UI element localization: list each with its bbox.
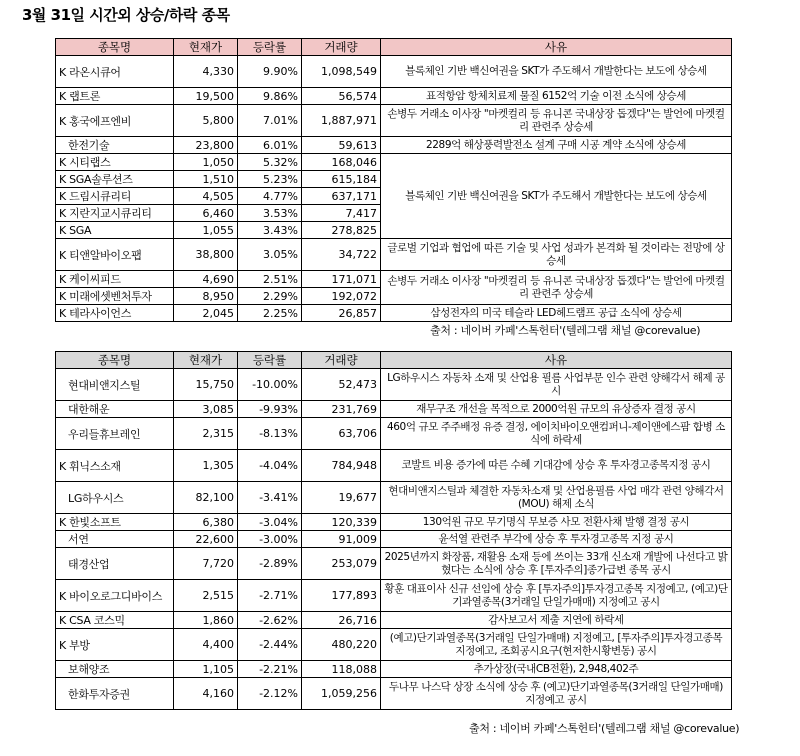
stock-volume: 118,088 <box>302 661 381 678</box>
table-row <box>56 514 732 531</box>
stock-reason: 손병두 거래소 이사장 "마켓컬리 등 유니콘 국내상장 돕겠다"는 발언에 마켓컬리 관련주 상승세 <box>381 271 732 305</box>
stock-volume: 34,722 <box>302 239 381 271</box>
stock-volume: 26,716 <box>302 612 381 629</box>
stock-volume: 177,893 <box>302 580 381 612</box>
stock-reason: 460억 규모 주주배정 유증 결정, 에이치바이오앤컴퍼니-제이앤에스팜 합병 소식에 하락세 <box>381 418 732 450</box>
table-row <box>56 369 732 401</box>
stock-volume: 278,825 <box>302 222 381 239</box>
stock-change: 6.01% <box>238 137 302 154</box>
stock-volume: 63,706 <box>302 418 381 450</box>
stock-change: 4.77% <box>238 188 302 205</box>
stock-reason: 손병두 거래소 이사장 "마켓컬리 등 유니콘 국내상장 돕겠다"는 발언에 마켓컬리 관련주 상승세 <box>381 105 732 137</box>
stock-name: K 시티랩스 <box>56 154 174 171</box>
stock-change: 2.25% <box>238 305 302 322</box>
page-title: 3월 31일 시간외 상승/하락 종목 <box>22 6 230 24</box>
stock-price: 19,500 <box>174 88 238 105</box>
rising-stocks-table <box>55 38 732 322</box>
table-row <box>56 580 732 612</box>
stock-volume: 120,339 <box>302 514 381 531</box>
stock-volume: 168,046 <box>302 154 381 171</box>
stock-change: -2.44% <box>238 629 302 661</box>
stock-volume: 26,857 <box>302 305 381 322</box>
stock-name: 태경산업 <box>56 548 174 580</box>
stock-change: -3.41% <box>238 482 302 514</box>
col-header-reason: 사유 <box>381 352 732 369</box>
stock-name: K 바이오로그디바이스 <box>56 580 174 612</box>
stock-reason: 글로벌 기업과 협업에 따른 기술 및 사업 성과가 본격화 될 것이라는 전망에 상승세 <box>381 239 732 271</box>
stock-reason: (예고)단기과열종목(3거래일 단일가매매) 지정예고, [투자주의]투자경고종목 지정예고, 조회공시요구(현저한시황변동) 공시 <box>381 629 732 661</box>
stock-change: -10.00% <box>238 369 302 401</box>
table-row <box>56 137 732 154</box>
stock-price: 4,505 <box>174 188 238 205</box>
stock-reason: 감사보고서 제출 지연에 하락세 <box>381 612 732 629</box>
stock-price: 2,515 <box>174 580 238 612</box>
stock-reason: 추가상장(국내CB전환), 2,948,402주 <box>381 661 732 678</box>
stock-change: 3.43% <box>238 222 302 239</box>
table-row <box>56 661 732 678</box>
stock-change: -3.00% <box>238 531 302 548</box>
stock-name: K 라온시큐어 <box>56 56 174 88</box>
stock-reason: LG하우시스 자동차 소재 및 산업용 필름 사업부문 인수 관련 양해각서 해제 공시 <box>381 369 732 401</box>
stock-price: 1,860 <box>174 612 238 629</box>
table-row <box>56 105 732 137</box>
table-row <box>56 88 732 105</box>
stock-reason: 삼성전자의 미국 테슬라 LED헤드램프 공급 소식에 상승세 <box>381 305 732 322</box>
stock-name: K 한빛소프트 <box>56 514 174 531</box>
table-row <box>56 450 732 482</box>
stock-name: K CSA 코스믹 <box>56 612 174 629</box>
col-header-price: 현재가 <box>174 39 238 56</box>
col-header-name: 종목명 <box>56 39 174 56</box>
stock-name: 서연 <box>56 531 174 548</box>
stock-name: K 드림시큐리티 <box>56 188 174 205</box>
stock-name: K SGA솔루션즈 <box>56 171 174 188</box>
stock-name: K 휘닉스소재 <box>56 450 174 482</box>
col-header-reason: 사유 <box>381 39 732 56</box>
stock-change: 2.51% <box>238 271 302 288</box>
stock-volume: 91,009 <box>302 531 381 548</box>
stock-price: 4,160 <box>174 678 238 710</box>
stock-name: 한전기술 <box>56 137 174 154</box>
stock-reason: 코발트 비용 증가에 따른 수혜 기대감에 상승 후 투자경고종목지정 공시 <box>381 450 732 482</box>
stock-reason: 블록체인 기반 백신여권을 SKT가 주도해서 개발한다는 보도에 상승세 <box>381 154 732 239</box>
stock-price: 23,800 <box>174 137 238 154</box>
stock-price: 15,750 <box>174 369 238 401</box>
stock-volume: 56,574 <box>302 88 381 105</box>
stock-reason: 2025년까지 화장품, 재활용 소재 등에 쓰이는 33개 신소재 개발에 나선다고 밝혔다는 소식에 상승 후 [투자주의]종가급변 종목 공시 <box>381 548 732 580</box>
col-header-change: 등락률 <box>238 39 302 56</box>
stock-change: 3.05% <box>238 239 302 271</box>
stock-reason: 블록체인 기반 백신여권을 SKT가 주도해서 개발한다는 보도에 상승세 <box>381 56 732 88</box>
stock-change: -2.12% <box>238 678 302 710</box>
col-header-volume: 거래량 <box>302 352 381 369</box>
stock-change: -2.62% <box>238 612 302 629</box>
stock-change: -4.04% <box>238 450 302 482</box>
stock-volume: 615,184 <box>302 171 381 188</box>
stock-name: K 케이씨피드 <box>56 271 174 288</box>
stock-reason: 2289억 해상풍력발전소 설계 구매 시공 계약 소식에 상승세 <box>381 137 732 154</box>
col-header-volume: 거래량 <box>302 39 381 56</box>
stock-volume: 52,473 <box>302 369 381 401</box>
stock-name: K SGA <box>56 222 174 239</box>
stock-name: K 티앤알바이오팹 <box>56 239 174 271</box>
stock-price: 1,055 <box>174 222 238 239</box>
stock-change: 5.32% <box>238 154 302 171</box>
stock-name: K 부방 <box>56 629 174 661</box>
stock-volume: 1,887,971 <box>302 105 381 137</box>
stock-reason: 윤석열 관련주 부각에 상승 후 투자경고종목 지정 공시 <box>381 531 732 548</box>
table-row <box>56 548 732 580</box>
source-note: 출처 : 네이버 카페'스톡헌터'(텔레그램 채널 @corevalue) <box>469 722 740 735</box>
stock-volume: 59,613 <box>302 137 381 154</box>
stock-price: 7,720 <box>174 548 238 580</box>
stock-volume: 480,220 <box>302 629 381 661</box>
table-row <box>56 154 732 171</box>
source-note: 출처 : 네이버 카페'스톡헌터'(텔레그램 채널 @corevalue) <box>430 324 701 337</box>
stock-change: 5.23% <box>238 171 302 188</box>
stock-name: K 지란지교시큐리티 <box>56 205 174 222</box>
stock-price: 2,045 <box>174 305 238 322</box>
stock-change: 2.29% <box>238 288 302 305</box>
table-row <box>56 531 732 548</box>
stock-price: 82,100 <box>174 482 238 514</box>
stock-volume: 192,072 <box>302 288 381 305</box>
stock-price: 38,800 <box>174 239 238 271</box>
stock-change: -2.21% <box>238 661 302 678</box>
stock-price: 5,800 <box>174 105 238 137</box>
stock-name: LG하우시스 <box>56 482 174 514</box>
table-row <box>56 271 732 288</box>
stock-volume: 637,171 <box>302 188 381 205</box>
stock-change: 7.01% <box>238 105 302 137</box>
stock-price: 1,305 <box>174 450 238 482</box>
stock-volume: 1,098,549 <box>302 56 381 88</box>
table-row <box>56 239 732 271</box>
stock-name: 현대비앤지스틸 <box>56 369 174 401</box>
stock-name: 보해양조 <box>56 661 174 678</box>
stock-volume: 1,059,256 <box>302 678 381 710</box>
stock-price: 1,510 <box>174 171 238 188</box>
table-row <box>56 678 732 710</box>
stock-reason: 재무구조 개선을 목적으로 2000억원 규모의 유상증자 결정 공시 <box>381 401 732 418</box>
col-header-name: 종목명 <box>56 352 174 369</box>
stock-volume: 19,677 <box>302 482 381 514</box>
stock-reason: 표적항암 항체치료제 물질 6152억 기술 이전 소식에 상승세 <box>381 88 732 105</box>
table-row <box>56 482 732 514</box>
falling-stocks-table <box>55 351 732 710</box>
table-row <box>56 612 732 629</box>
table-row <box>56 401 732 418</box>
stock-reason: 황훈 대표이사 신규 선임에 상승 후 [투자주의]투자경고종목 지정예고, (예고)단기과열종목(3거래일 단일가매매) 지정예고 공시 <box>381 580 732 612</box>
stock-reason: 두나무 나스닥 상장 소식에 상승 후 (예고)단기과열종목(3거래일 단일가매매) 지정예고 공시 <box>381 678 732 710</box>
table-row <box>56 305 732 322</box>
stock-name: 한화투자증권 <box>56 678 174 710</box>
stock-volume: 231,769 <box>302 401 381 418</box>
stock-name: K 홍국에프엔비 <box>56 105 174 137</box>
stock-volume: 171,071 <box>302 271 381 288</box>
stock-name: K 랩트론 <box>56 88 174 105</box>
stock-price: 1,105 <box>174 661 238 678</box>
table-row <box>56 56 732 88</box>
col-header-change: 등락률 <box>238 352 302 369</box>
stock-change: -3.04% <box>238 514 302 531</box>
stock-name: 대한해운 <box>56 401 174 418</box>
stock-price: 1,050 <box>174 154 238 171</box>
stock-change: 9.86% <box>238 88 302 105</box>
stock-change: 3.53% <box>238 205 302 222</box>
stock-price: 4,690 <box>174 271 238 288</box>
col-header-price: 현재가 <box>174 352 238 369</box>
stock-name: 우리들휴브레인 <box>56 418 174 450</box>
stock-volume: 7,417 <box>302 205 381 222</box>
stock-price: 4,330 <box>174 56 238 88</box>
stock-volume: 784,948 <box>302 450 381 482</box>
stock-price: 2,315 <box>174 418 238 450</box>
table-row <box>56 629 732 661</box>
stock-change: -2.71% <box>238 580 302 612</box>
stock-price: 6,460 <box>174 205 238 222</box>
stock-change: -9.93% <box>238 401 302 418</box>
stock-name: K 미래에셋벤처투자 <box>56 288 174 305</box>
stock-price: 8,950 <box>174 288 238 305</box>
stock-price: 6,380 <box>174 514 238 531</box>
stock-change: 9.90% <box>238 56 302 88</box>
table-row <box>56 418 732 450</box>
stock-reason: 현대비앤지스틸과 체결한 자동차소재 및 산업용필름 사업 매각 관련 양해각서(MOU) 해제 소식 <box>381 482 732 514</box>
stock-volume: 253,079 <box>302 548 381 580</box>
stock-change: -8.13% <box>238 418 302 450</box>
stock-price: 4,400 <box>174 629 238 661</box>
stock-price: 3,085 <box>174 401 238 418</box>
stock-price: 22,600 <box>174 531 238 548</box>
stock-change: -2.89% <box>238 548 302 580</box>
stock-name: K 테라사이언스 <box>56 305 174 322</box>
stock-reason: 130억원 규모 무기명식 무보증 사모 전환사채 발행 결정 공시 <box>381 514 732 531</box>
